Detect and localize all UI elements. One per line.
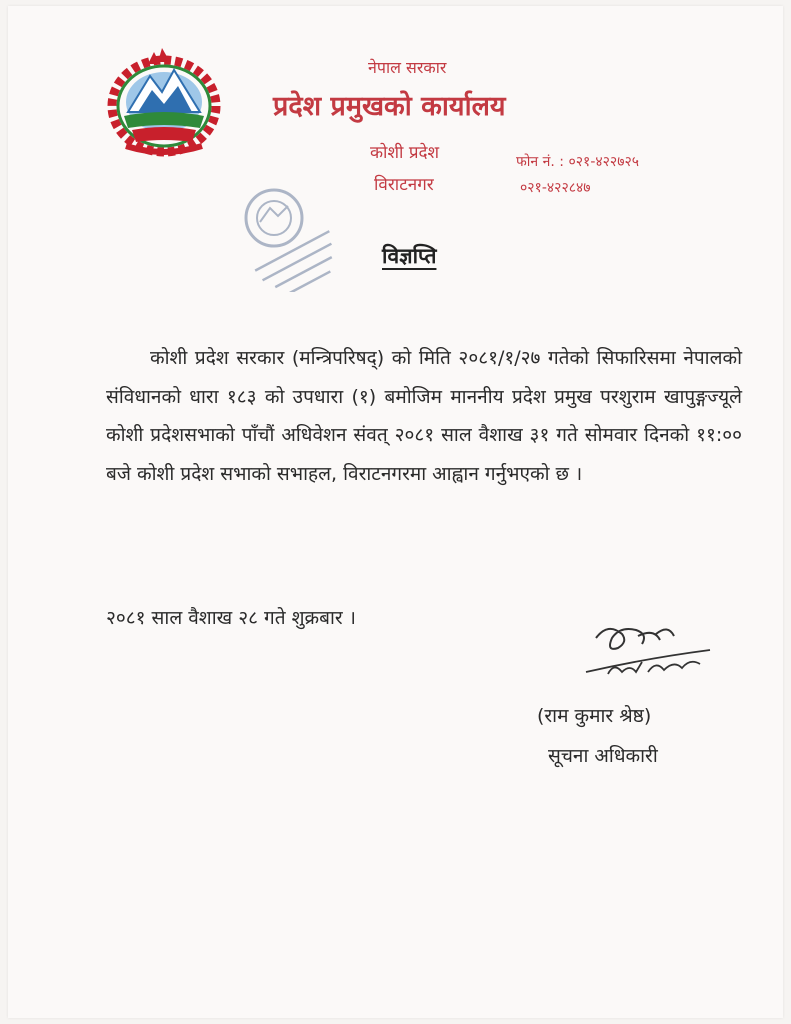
government-name: नेपाल सरकार [368,58,447,77]
office-name: प्रदेश प्रमुखको कार्यालय [273,91,506,122]
city-name: विराटनगर [374,175,434,195]
handwritten-signature [578,616,718,682]
notice-title: विज्ञप्ति [382,244,437,268]
notice-page [8,6,783,1018]
office-stamp-icon [234,182,352,292]
notice-body: कोशी प्रदेश सरकार (मन्त्रिपरिषद्) को मिति २०८१/१/२७ गतेको सिफारिसमा नेपालको संविधानको धारा १८३ को उपधारा (१) बमोजिम माननीय प्रदेश प्रमुख परशुराम खापुङ्गज्यूले कोशी प्रदेशसभाको पाँचौं अधिवेशन संवत् २०८१ साल वैशाख ३१ गते सोमवार दिनको ११:०० बजे कोशी प्रदेश सभाको सभाहल, विराटनगरमा आह्वान गर्नुभएको छ । [106,347,742,485]
phone-number-1: फोन नं. : ०२१-४२२७२५ [516,154,640,170]
signatory-name: (राम कुमार श्रेष्ठ) [537,705,652,727]
province-name: कोशी प्रदेश [370,143,440,163]
notice-date: २०८१ साल वैशाख २८ गते शुक्रबार । [106,607,356,629]
phone-number-2: ०२१-४२२८४७ [520,180,591,196]
signatory-title: सूचना अधिकारी [548,745,658,767]
nepal-emblem-icon [102,46,226,160]
